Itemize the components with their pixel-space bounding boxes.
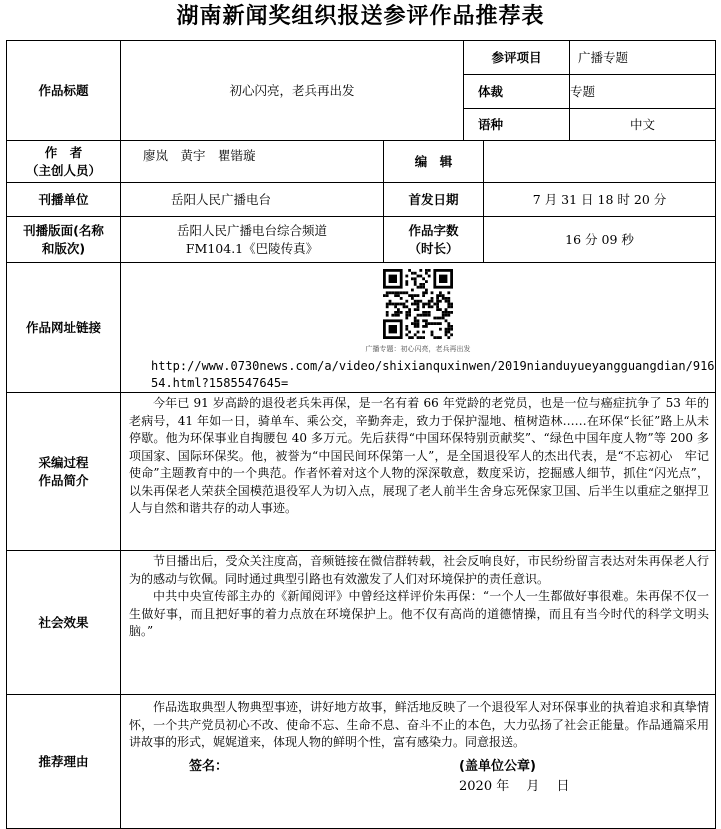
url-label: 作品网址链接 — [7, 263, 121, 393]
signature-area — [129, 752, 709, 812]
process-text-cell — [121, 393, 716, 551]
edition-label — [7, 217, 121, 263]
word-count-label — [384, 217, 484, 263]
seal-label: (盖单位公章) — [459, 758, 536, 774]
edition-value-line1: 岳阳人民广播电台综合频道 — [176, 222, 327, 238]
duration-value: 16 分 09 秒 — [484, 217, 716, 263]
first-date-value: 7 月 31 日 18 时 20 分 — [484, 183, 716, 217]
url-cell — [121, 263, 716, 393]
recommendation-form-table — [6, 40, 716, 829]
row-publisher — [7, 183, 716, 217]
edition-value-line2: FM104.1《巴陵传真》 — [185, 240, 319, 256]
word-count-label-line2: （时长） — [408, 240, 459, 256]
genre-label: 体裁 — [464, 75, 570, 109]
row-reason — [7, 695, 716, 829]
qr-code-icon[interactable] — [383, 269, 453, 339]
row-url — [7, 263, 716, 393]
social-effect-cell — [121, 551, 716, 695]
process-text: 今年已 91 岁高龄的退役老兵朱再保，是一名有着 66 年党龄的老党员，也是一位与癌症抗争了 53 年的老病号，41 年如一日，骑单车、乘公交，辛勤奔走，致力于保护湿地、植树造林……在环保“长征”路上从未停歇。他为环保事业自掏腰包 40 多万元。先后获得“中国环保特别贡献奖”、“绿色中国年度人物”等 200 多项国家、国际环保奖。他，被誉为“中国民间环保第一人”，是全国退役军人的杰出代表，是“不忘初心 牢记使命”主题教育中的一个典范。作者怀着对这个人物的深深敬意，数度采访，挖掘感人细节，抓住“闪光点”，以朱再保老人荣获全国模范退役军人为切入点，展现了老人前半生舍身忘死保家卫国、后半生以重症之躯捍卫人与自然和谐共存的动人事迹。 — [129, 396, 710, 515]
edition-label-line1: 刊播版面(名称 — [23, 222, 104, 238]
reason-text: 作品选取典型人物典型事迹，讲好地方故事，鲜活地反映了一个退役军人对环保事业的执着追求和真挚情怀，一个共产党员初心不改、使命不忘、生命不息、奋斗不止的本色，大力弘扬了社会正能量。作品通篇采用讲故事的形式，娓娓道来，体现人物的鲜明个性，富有感染力。同意报送。 — [129, 700, 710, 749]
date-label: 2020 年 月 日 — [459, 778, 570, 794]
entry-category-label: 参评项目 — [464, 41, 570, 75]
edition-label-line2: 和版次) — [41, 240, 86, 256]
author-label — [7, 141, 121, 183]
language-label: 语种 — [464, 109, 570, 141]
row-title-category — [7, 41, 716, 75]
language-value: 中文 — [570, 109, 716, 141]
qr-block — [121, 263, 715, 354]
authors-value: 廖岚 黄宇 瞿锴璇 — [121, 141, 384, 183]
work-url-link[interactable]: http://www.0730news.com/a/video/shixianquxinwen/2019nianduyueyangguangdian/91654.html?1585547645= — [151, 359, 715, 390]
row-edition — [7, 217, 716, 263]
process-label-line1: 采编过程 — [38, 454, 89, 470]
publisher-label: 刊播单位 — [7, 183, 121, 217]
word-count-label-line1: 作品字数 — [408, 222, 459, 238]
publisher-value: 岳阳人民广播电台 — [121, 183, 384, 217]
signature-label: 签名： — [189, 758, 229, 774]
first-date-label: 首发日期 — [384, 183, 484, 217]
row-process — [7, 393, 716, 551]
author-label-line2: （主创人员） — [25, 162, 101, 178]
row-social-effect — [7, 551, 716, 695]
genre-value: 专题 — [570, 75, 716, 109]
process-label — [7, 393, 121, 551]
social-effect-text-1: 节目播出后，受众关注度高，音频链接在微信群转载，社会反响良好，市民纷纷留言表达对朱再保老人行为的感动与钦佩。同时通过典型引路也有效激发了人们对环境保护的责任意识。 — [129, 554, 710, 586]
entry-category-value: 广播专题 — [570, 41, 716, 75]
social-effect-text-2: 中共中央宣传部主办的《新闻阅评》中曾经这样评价朱再保：“一个人一生都做好事很难。朱再保不仅一生做好事，而且把好事的着力点放在环境保护上。他不仅有高尚的道德情操，而且有当今时代的科学文明头脑。” — [129, 589, 710, 638]
editor-value — [484, 141, 716, 183]
social-effect-label: 社会效果 — [7, 551, 121, 695]
edition-value — [121, 217, 384, 263]
author-label-line1: 作 者 — [44, 144, 83, 160]
reason-label: 推荐理由 — [7, 695, 121, 829]
work-title-value: 初心闪亮，老兵再出发 — [121, 41, 464, 141]
editor-label: 编 辑 — [384, 141, 484, 183]
reason-cell — [121, 695, 716, 829]
qr-caption: 广播专题：初心闪亮，老兵再出发 — [365, 345, 471, 353]
work-title-label: 作品标题 — [7, 41, 121, 141]
row-authors — [7, 141, 716, 183]
process-label-line2: 作品简介 — [38, 472, 89, 488]
document-title: 湖南新闻奖组织报送参评作品推荐表 — [176, 4, 545, 29]
